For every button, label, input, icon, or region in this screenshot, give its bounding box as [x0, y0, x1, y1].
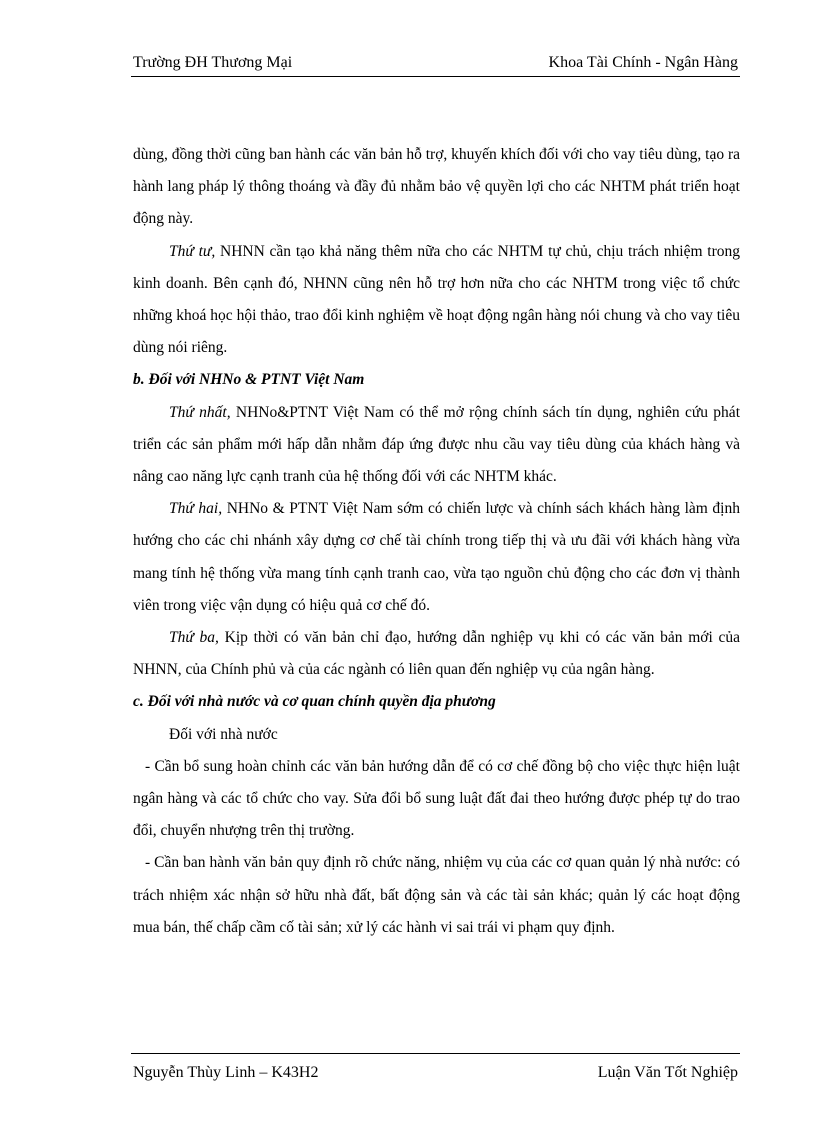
- subheading: Đối với nhà nước: [169, 725, 278, 743]
- page-footer: [131, 1053, 740, 1088]
- paragraph-lead: Thứ ba,: [169, 629, 219, 647]
- document-body: [133, 139, 740, 944]
- header-faculty: Khoa Tài Chính - Ngân Hàng: [548, 54, 738, 71]
- paragraph-lead: Thứ nhất,: [169, 403, 231, 421]
- footer-author: Nguyễn Thùy Linh – K43H2: [133, 1064, 319, 1081]
- paragraph: dùng, đồng thời cũng ban hành các văn bản hỗ trợ, khuyến khích đối với cho vay tiêu dùng, tạo ra hành lang pháp lý thông thoáng và đầy đủ nhằm bảo vệ quyền lợi cho các NHTM phát triển hoạt động này.: [133, 146, 740, 228]
- paragraph-text: NHNo&PTNT Việt Nam có thể mở rộng chính sách tín dụng, nghiên cứu phát triển các sản phẩm mới hấp dẫn nhằm đáp ứng được nhu cầu vay tiêu dùng của khách hàng và nâng cao năng lực cạnh tranh của hệ thống đối với các NHTM khác.: [133, 403, 740, 486]
- paragraph-lead: Thứ tư,: [169, 242, 216, 260]
- paragraph: [133, 493, 740, 622]
- paragraph-text: NHNo & PTNT Việt Nam sớm có chiến lược và chính sách khách hàng làm định hướng cho các chi nhánh xây dựng cơ chế tài chính trong tiếp thị và ưu đãi với khách hàng vừa mang tính hệ thống vừa mang tính cạnh tranh cao, vừa tạo nguồn chủ động cho các đơn vị thành viên trong việc vận dụng có hiệu quả cơ chế đó.: [133, 500, 740, 614]
- page-header: [131, 50, 740, 77]
- paragraph: [133, 622, 740, 686]
- section-heading-c: c. Đối với nhà nước và cơ quan chính quyền địa phương: [133, 693, 496, 711]
- paragraph-text: NHNN cần tạo khả năng thêm nữa cho các NHTM tự chủ, chịu trách nhiệm trong kinh doanh. Bên cạnh đó, NHNN cũng nên hỗ trợ hơn nữa cho các NHTM trong việc tổ chức những khoá học hội thảo, trao đổi kinh nghiệm về hoạt động ngân hàng nói chung và cho vay tiêu dùng nói riêng.: [133, 242, 740, 357]
- paragraph-text: Kịp thời có văn bản chỉ đạo, hướng dẫn nghiệp vụ khi có các văn bản mới của NHNN, của Chính phủ và của các ngành có liên quan đến nghiệp vụ của ngân hàng.: [133, 629, 740, 679]
- paragraph: [133, 397, 740, 494]
- footer-title: Luận Văn Tốt Nghiệp: [597, 1064, 738, 1081]
- paragraph-lead: Thứ hai,: [169, 500, 223, 518]
- bullet-paragraph: - Cần ban hành văn bản quy định rõ chức năng, nhiệm vụ của các cơ quan quản lý nhà nước: có trách nhiệm xác nhận sở hữu nhà đất, bất động sản và các tài sản khác; quản lý các hoạt động mua bán, thế chấp cầm cố tài sản; xử lý các hành vi sai trái vi phạm quy định.: [133, 854, 740, 936]
- header-school: Trường ĐH Thương Mại: [133, 54, 293, 71]
- section-heading-b: b. Đối với NHNo & PTNT Việt Nam: [133, 371, 365, 389]
- bullet-paragraph: - Cần bổ sung hoàn chỉnh các văn bản hướng dẫn để có cơ chế đồng bộ cho việc thực hiện luật ngân hàng và các tổ chức cho vay. Sửa đổi bổ sung luật đất đai theo hướng được phép tự do trao đổi, chuyển nhượng trên thị trường.: [133, 757, 740, 840]
- paragraph: [133, 236, 740, 365]
